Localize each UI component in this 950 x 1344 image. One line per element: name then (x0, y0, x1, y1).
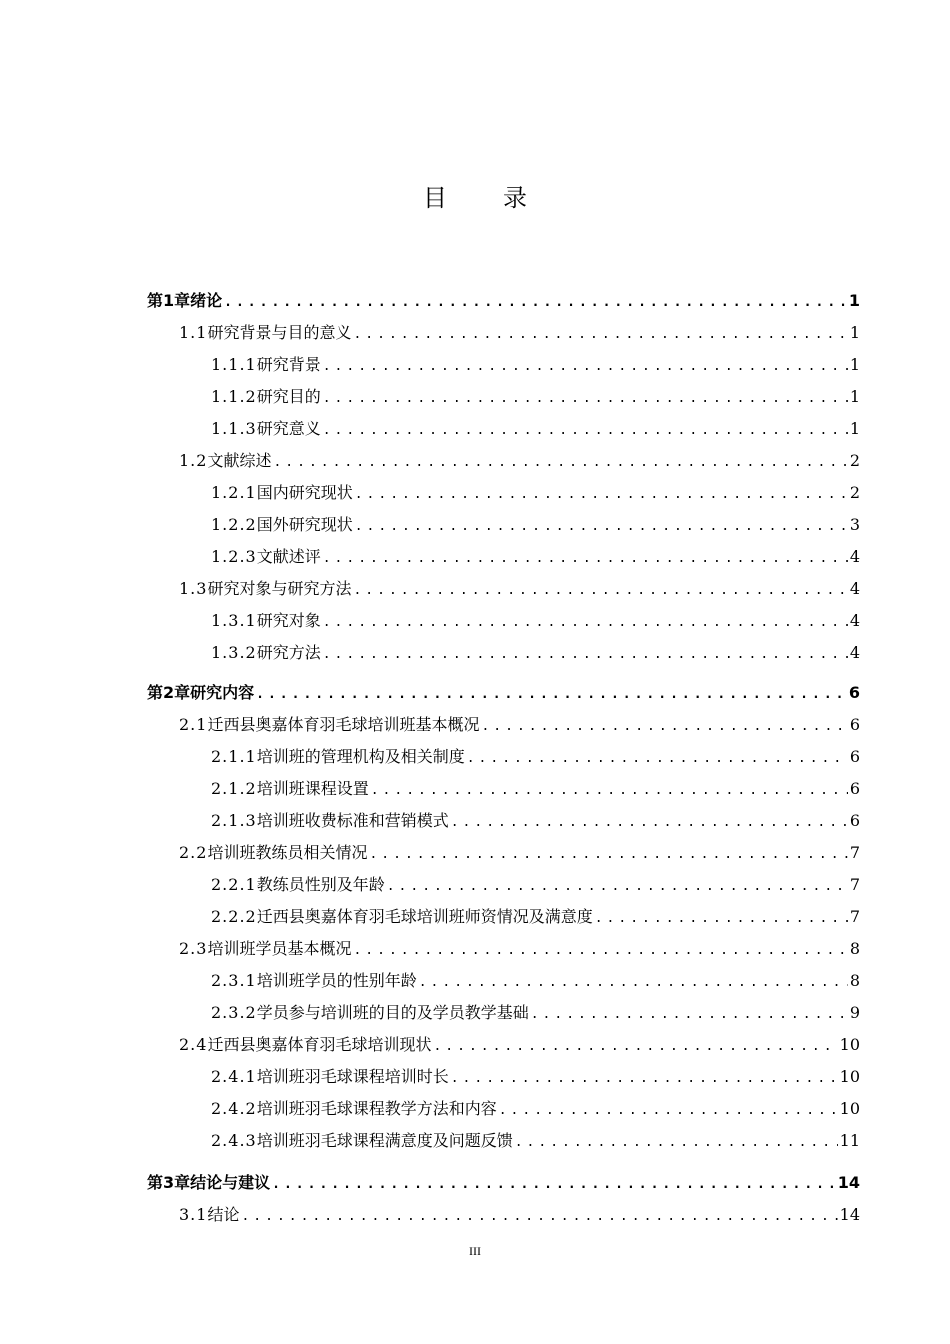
toc-entry[interactable] (147, 641, 860, 665)
toc-entry-page: 10 (839, 1099, 860, 1118)
toc-leader-dots (433, 1035, 837, 1059)
toc-leader-dots (353, 323, 847, 347)
toc-leader-dots (241, 1205, 837, 1229)
toc-leader-dots (323, 547, 848, 571)
toc-entry-number: 2.1 (179, 715, 208, 734)
toc-entry-label: 培训班教练员相关情况 (207, 843, 368, 862)
title-char-2: 录 (503, 184, 527, 212)
toc-entry-number: 2.1.2 (211, 779, 257, 798)
toc-leader-dots (371, 779, 848, 803)
toc-leader-dots (481, 715, 847, 739)
toc-entry-label: 研究背景与目的意义 (207, 323, 352, 342)
toc-entry-page: 6 (849, 779, 860, 798)
toc-leader-dots (451, 1067, 838, 1091)
toc-entry-label: 绪论 (190, 291, 223, 310)
toc-entry[interactable] (147, 481, 860, 505)
toc-entry-label: 研究目的 (256, 387, 321, 406)
toc-entry-page: 4 (849, 611, 860, 630)
toc-leader-dots (353, 579, 847, 603)
toc-entry-label: 培训班课程设置 (256, 779, 369, 798)
toc-entry[interactable] (147, 681, 860, 705)
toc-entry[interactable] (147, 1129, 860, 1153)
toc-entry[interactable] (147, 937, 860, 961)
toc-entry-number: 1.1.1 (211, 355, 257, 374)
toc-entry-page: 10 (839, 1035, 860, 1054)
toc-entry-page: 1 (848, 291, 860, 310)
toc-entry-label: 迁西县奥嘉体育羽毛球培训现状 (207, 1035, 432, 1054)
toc-entry-number: 2.1.3 (211, 811, 257, 830)
toc-entry-page: 1 (849, 323, 860, 342)
toc-entry-label: 培训班羽毛球课程满意度及问题反馈 (256, 1131, 513, 1150)
toc-entry-number: 1.3.1 (211, 611, 257, 630)
toc-leader-dots (323, 387, 848, 411)
toc-entry-label: 培训班学员基本概况 (207, 939, 352, 958)
toc-entry[interactable] (147, 321, 860, 345)
toc-entry-label: 教练员性别及年龄 (256, 875, 385, 894)
toc-leader-dots (323, 419, 848, 443)
toc-entry[interactable] (147, 1203, 860, 1227)
toc-entry[interactable] (147, 577, 860, 601)
toc-entry-label: 国外研究现状 (256, 515, 353, 534)
toc-entry[interactable] (147, 353, 860, 377)
toc-entry-label: 文献综述 (207, 451, 272, 470)
toc-entry[interactable] (147, 969, 860, 993)
page-title (0, 178, 950, 213)
toc-leader-dots (531, 1003, 848, 1027)
toc-entry-number: 2.3 (179, 939, 208, 958)
toc-entry-page: 6 (849, 715, 860, 734)
toc-entry[interactable] (147, 1097, 860, 1121)
toc-entry-number: 2.1.1 (211, 747, 257, 766)
toc-entry-number: 3.1 (179, 1205, 208, 1224)
toc-entry-number: 2.2.2 (211, 907, 257, 926)
toc-entry[interactable] (147, 777, 860, 801)
toc-leader-dots (355, 515, 848, 539)
toc-entry-page: 14 (839, 1205, 860, 1224)
toc-leader-dots (323, 611, 848, 635)
toc-entry-number: 2.4 (179, 1035, 208, 1054)
toc-entry[interactable] (147, 1001, 860, 1025)
toc-entry-number: 2.4.3 (211, 1131, 257, 1150)
toc-entry-number: 1.3.2 (211, 643, 257, 662)
toc-entry-page: 2 (849, 483, 860, 502)
toc-leader-dots (467, 747, 848, 771)
toc-entry-number: 第1章 (147, 291, 191, 310)
toc-leader-dots (353, 939, 847, 963)
toc-entry-label: 培训班学员的性别年龄 (256, 971, 417, 990)
toc-entry[interactable] (147, 841, 860, 865)
toc-entry-number: 第3章 (147, 1173, 191, 1192)
toc-leader-dots (451, 811, 848, 835)
toc-entry[interactable] (147, 385, 860, 409)
toc-entry-page: 7 (849, 875, 860, 894)
toc-entry-label: 研究内容 (190, 683, 255, 702)
toc-leader-dots (256, 683, 847, 707)
toc-entry-number: 2.4.1 (211, 1067, 257, 1086)
toc-entry-page: 14 (837, 1173, 860, 1192)
toc-leader-dots (419, 971, 848, 995)
toc-entry[interactable] (147, 809, 860, 833)
toc-leader-dots (369, 843, 847, 867)
title-char-1: 目 (423, 184, 447, 212)
toc-leader-dots (224, 291, 847, 315)
toc-entry[interactable] (147, 513, 860, 537)
toc-entry-label: 国内研究现状 (256, 483, 353, 502)
toc-leader-dots (272, 1173, 836, 1197)
toc-entry-number: 第2章 (147, 683, 191, 702)
toc-entry-page: 9 (849, 1003, 860, 1022)
toc-entry-number: 1.2.3 (211, 547, 257, 566)
toc-entry-page: 7 (849, 907, 860, 926)
toc-leader-dots (387, 875, 848, 899)
toc-entry-label: 研究方法 (256, 643, 321, 662)
toc-entry-number: 1.1.3 (211, 419, 257, 438)
toc-entry-page: 11 (839, 1131, 860, 1150)
toc-entry-number: 2.3.1 (211, 971, 257, 990)
toc-entry-page: 3 (849, 515, 860, 534)
toc-entry-page: 1 (849, 355, 860, 374)
toc-entry-number: 1.2.2 (211, 515, 257, 534)
toc-entry-number: 2.2.1 (211, 875, 257, 894)
toc-entry-label: 培训班的管理机构及相关制度 (256, 747, 465, 766)
toc-leader-dots (595, 907, 848, 931)
toc-entry-label: 结论 (207, 1205, 240, 1224)
toc-entry[interactable] (147, 289, 860, 313)
toc-entry[interactable] (147, 1171, 860, 1195)
toc-entry-number: 2.3.2 (211, 1003, 257, 1022)
toc-entry-label: 研究意义 (256, 419, 321, 438)
toc-entry-label: 培训班收费标准和营销模式 (256, 811, 449, 830)
toc-entry[interactable] (147, 873, 860, 897)
toc-entry-label: 结论与建议 (190, 1173, 271, 1192)
toc-entry-number: 2.2 (179, 843, 208, 862)
toc-leader-dots (323, 355, 848, 379)
toc-entry[interactable] (147, 905, 860, 929)
toc-entry-label: 研究对象 (256, 611, 321, 630)
page-number-footer: III (469, 1244, 481, 1258)
toc-entry-label: 研究对象与研究方法 (207, 579, 352, 598)
toc-leader-dots (515, 1131, 838, 1155)
toc-entry-number: 1.3 (179, 579, 208, 598)
toc-entry-page: 4 (849, 579, 860, 598)
toc-entry[interactable] (147, 609, 860, 633)
toc-entry[interactable] (147, 449, 860, 473)
toc-entry-page: 8 (849, 971, 860, 990)
toc-entry-page: 2 (849, 451, 860, 470)
toc-entry-number: 1.1 (179, 323, 208, 342)
toc-entry[interactable] (147, 417, 860, 441)
toc-leader-dots (273, 451, 847, 475)
toc-entry-page: 4 (849, 547, 860, 566)
toc-entry-page: 1 (849, 419, 860, 438)
toc-leader-dots (323, 643, 848, 667)
toc-entry-page: 7 (849, 843, 860, 862)
toc-entry-label: 学员参与培训班的目的及学员教学基础 (256, 1003, 529, 1022)
toc-entry[interactable] (147, 745, 860, 769)
toc-entry-label: 迁西县奥嘉体育羽毛球培训班师资情况及满意度 (256, 907, 593, 926)
toc-entry-page: 8 (849, 939, 860, 958)
toc-entry-label: 研究背景 (256, 355, 321, 374)
toc-leader-dots (355, 483, 848, 507)
toc-entry[interactable] (147, 545, 860, 569)
toc-entry-page: 6 (849, 747, 860, 766)
toc-entry-page: 6 (849, 811, 860, 830)
toc-entry-label: 培训班羽毛球课程教学方法和内容 (256, 1099, 497, 1118)
toc-entry-number: 1.2 (179, 451, 208, 470)
toc-entry-page: 10 (839, 1067, 860, 1086)
toc-entry-number: 1.1.2 (211, 387, 257, 406)
toc-entry-page: 4 (849, 643, 860, 662)
toc-entry[interactable] (147, 713, 860, 737)
toc-entry-label: 迁西县奥嘉体育羽毛球培训班基本概况 (207, 715, 480, 734)
toc-entry-page: 1 (849, 387, 860, 406)
toc-entry[interactable] (147, 1033, 860, 1057)
toc-entry-number: 1.2.1 (211, 483, 257, 502)
toc-entry[interactable] (147, 1065, 860, 1089)
toc-leader-dots (499, 1099, 838, 1123)
toc-entry-page: 6 (848, 683, 860, 702)
toc-entry-label: 培训班羽毛球课程培训时长 (256, 1067, 449, 1086)
toc-entry-label: 文献述评 (256, 547, 321, 566)
toc-entry-number: 2.4.2 (211, 1099, 257, 1118)
